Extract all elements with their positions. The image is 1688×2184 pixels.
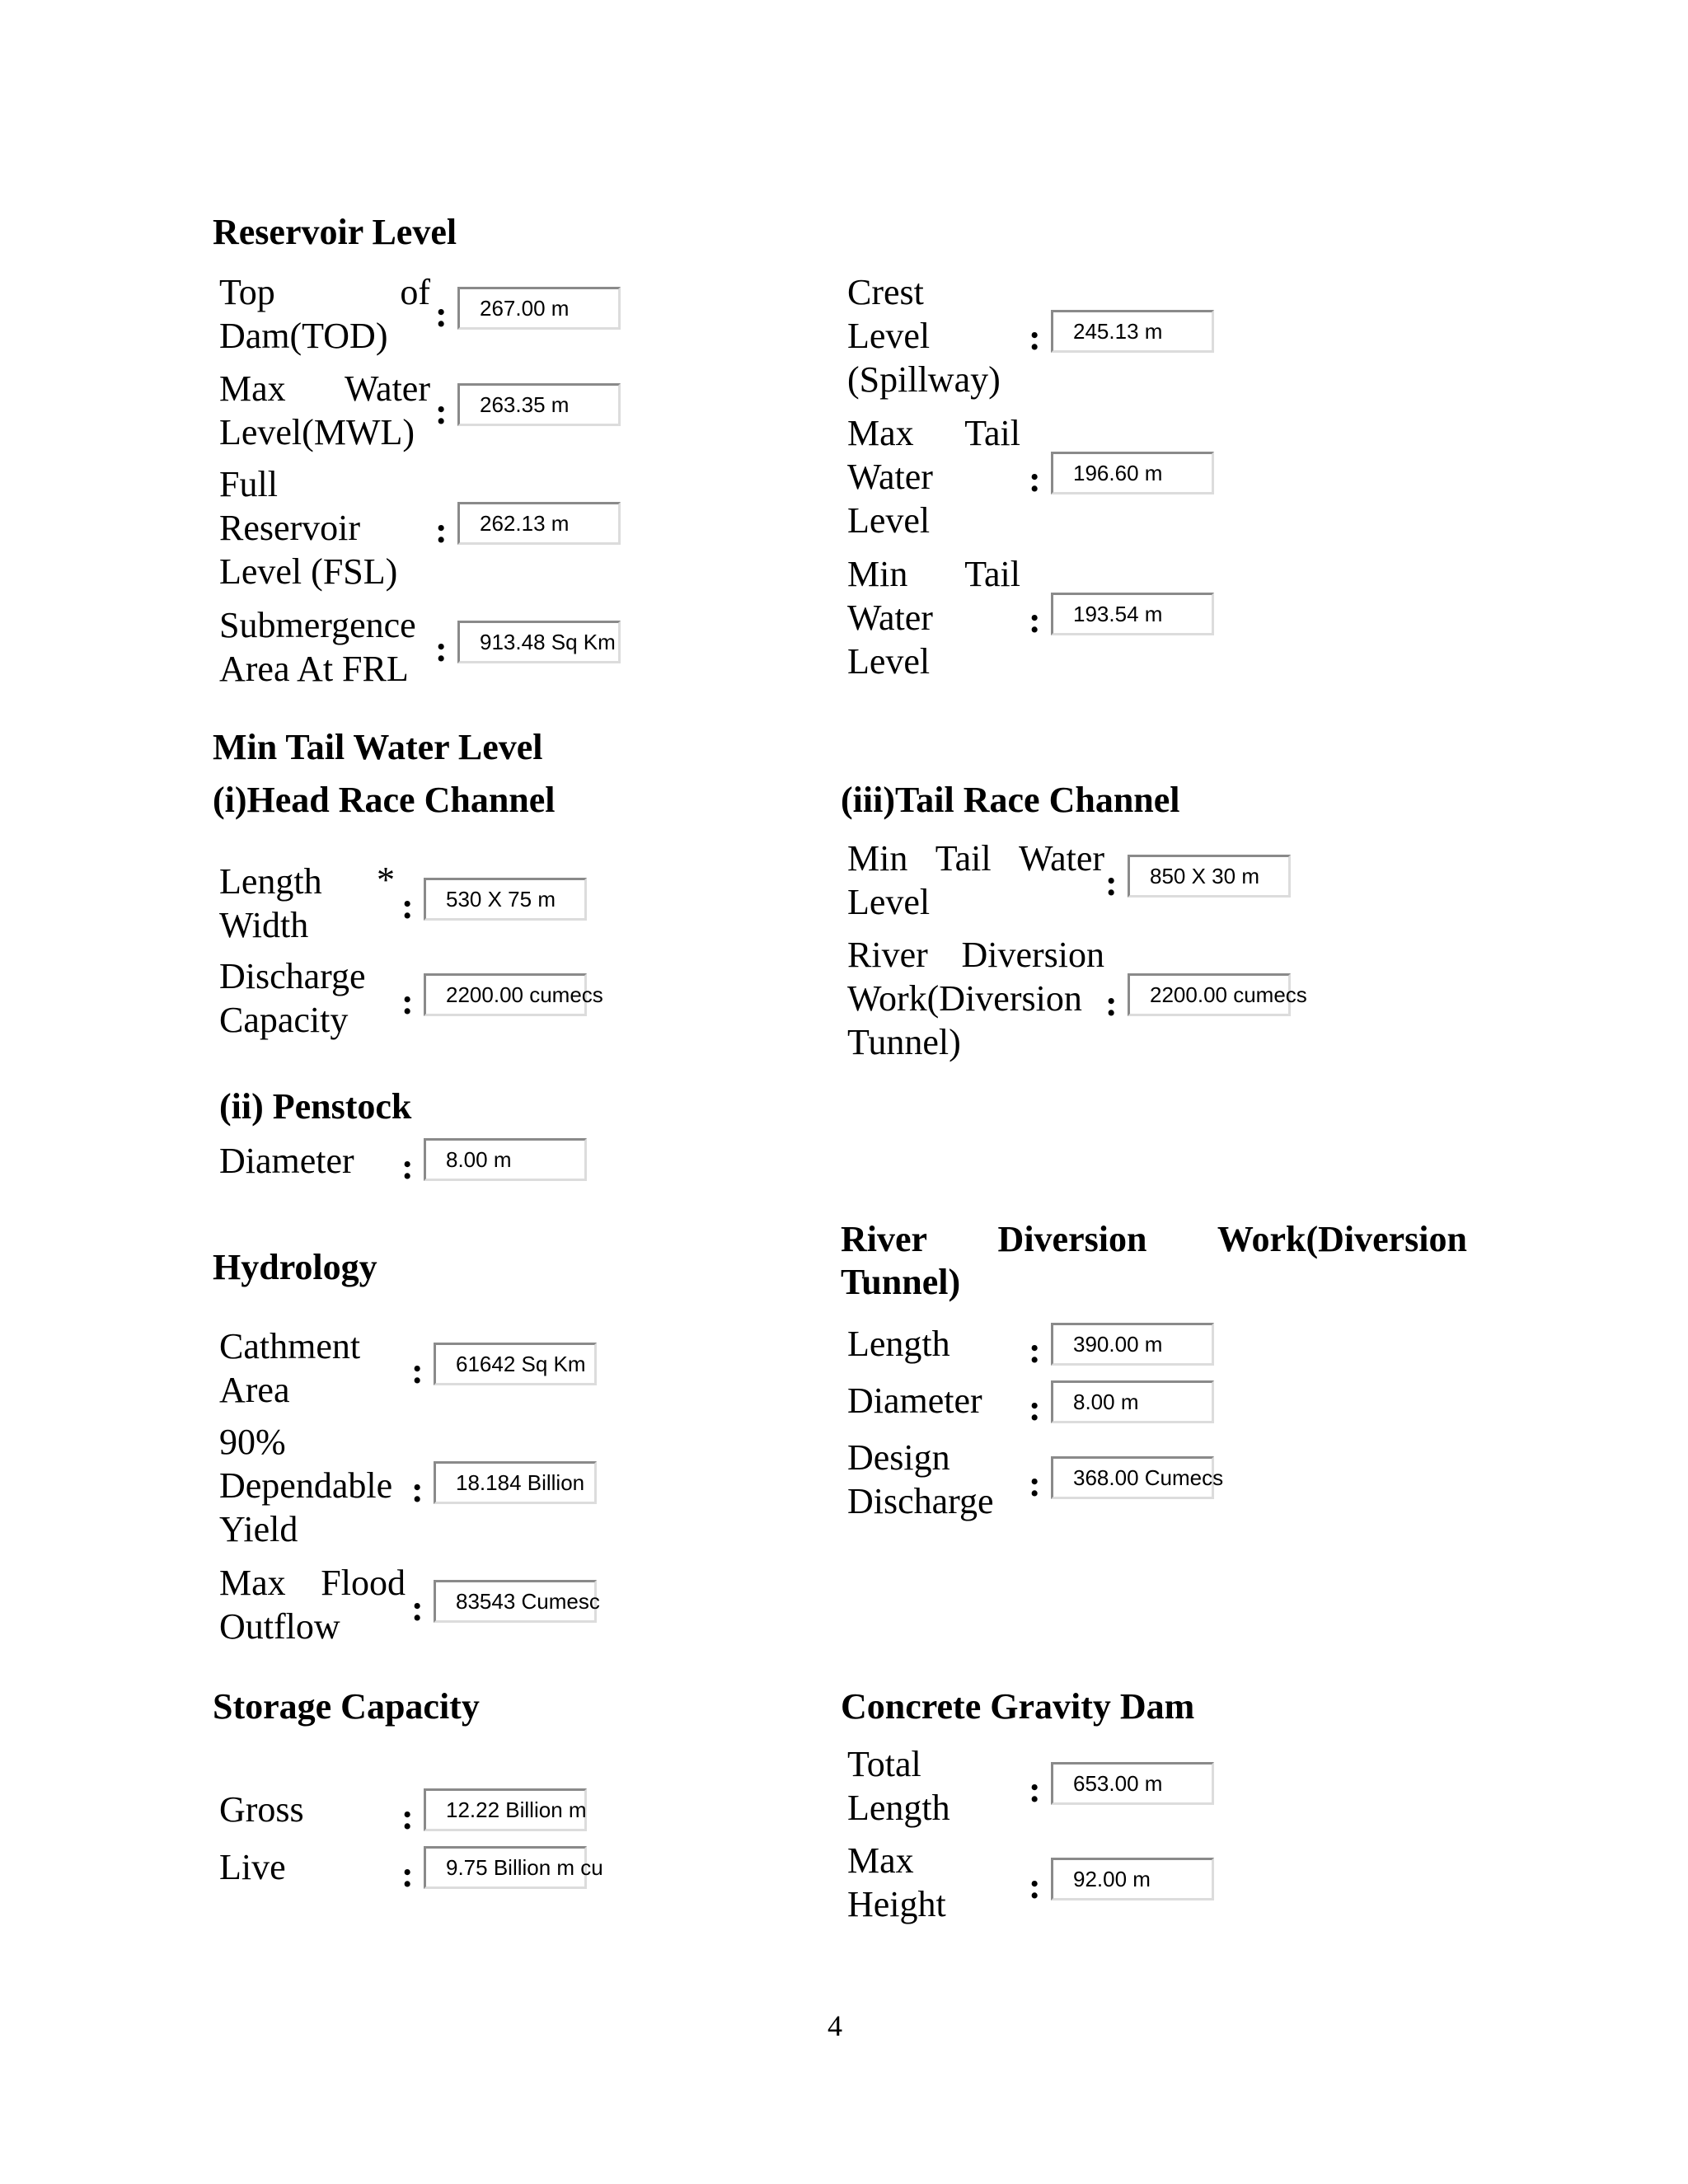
- label-line: Max Tail: [847, 413, 1020, 453]
- tail-min-tail-water-level-field[interactable]: 850 X 30 m: [1128, 855, 1291, 898]
- section-heading-min-tail-water-level: Min Tail Water Level: [213, 727, 543, 767]
- label-line: Length: [219, 861, 322, 902]
- colon: :: [1105, 983, 1118, 1024]
- submergence-area-field[interactable]: 913.48 Sq Km: [457, 621, 621, 663]
- label-line: Capacity: [219, 1000, 349, 1040]
- label-line: Submergence: [219, 605, 416, 645]
- label-line: Dependable: [219, 1465, 393, 1506]
- label-penstock-diameter: [219, 1139, 392, 1183]
- page-number: 4: [828, 2009, 842, 2042]
- label-line: (Spillway): [847, 359, 1001, 400]
- crest-level-field[interactable]: 245.13 m: [1051, 310, 1214, 353]
- colon: :: [435, 629, 448, 669]
- label-line: Tunnel): [847, 1022, 961, 1062]
- label-submergence-area: [219, 603, 430, 691]
- tunnel-length-field[interactable]: 390.00 m: [1051, 1323, 1214, 1366]
- colon: :: [1029, 1388, 1041, 1428]
- label-line: Water: [847, 598, 933, 638]
- label-line: Area: [219, 1370, 290, 1410]
- label-dependable-yield: [219, 1420, 417, 1551]
- full-reservoir-level-field[interactable]: 262.13 m: [457, 502, 621, 545]
- section-heading-head-race-channel: (i)Head Race Channel: [213, 780, 556, 820]
- label-line: Max Water: [219, 368, 430, 409]
- total-length-field[interactable]: 653.00 m: [1051, 1762, 1214, 1805]
- label-max-height: [847, 1839, 1020, 1926]
- label-line: Length: [847, 1788, 950, 1828]
- section-heading-tail-race-channel: (iii)Tail Race Channel: [841, 780, 1180, 820]
- label-river-diversion-work: [847, 933, 1104, 1064]
- label-live: [219, 1845, 384, 1889]
- colon: :: [1029, 1464, 1041, 1504]
- colon: :: [435, 294, 448, 335]
- label-line: Width: [219, 905, 309, 945]
- label-line: Level: [847, 641, 931, 682]
- colon: :: [1105, 863, 1118, 903]
- label-line: Diameter: [847, 1380, 982, 1421]
- catchment-area-field[interactable]: 61642 Sq Km: [434, 1343, 597, 1385]
- label-line: Min Tail Water: [847, 838, 1104, 879]
- label-line: Cathment: [219, 1326, 361, 1366]
- colon: :: [1029, 1866, 1041, 1906]
- river-diversion-work-field[interactable]: 2200.00 cumecs: [1128, 973, 1291, 1016]
- colon: :: [411, 1351, 424, 1391]
- section-heading-hydrology: Hydrology: [213, 1247, 377, 1287]
- discharge-capacity-field[interactable]: 2200.00 cumecs: [424, 973, 587, 1016]
- colon: :: [401, 886, 414, 926]
- label-line: Live: [219, 1847, 286, 1887]
- label-tunnel-length: [847, 1322, 1020, 1366]
- design-discharge-field[interactable]: 368.00 Cumecs: [1051, 1456, 1214, 1499]
- label-line: Work(Diversion: [847, 978, 1082, 1019]
- label-line: Gross: [219, 1789, 304, 1830]
- label-max-flood-outflow: [219, 1561, 406, 1648]
- label-line: Discharge: [219, 956, 366, 996]
- colon: :: [411, 1588, 424, 1629]
- colon: :: [401, 1797, 414, 1837]
- label-tail-min-tail-water-level: [847, 837, 1104, 924]
- colon: :: [1029, 1769, 1041, 1810]
- label-length-width: [219, 860, 376, 947]
- label-max-tail-water-level: [847, 411, 1020, 542]
- label-design-discharge: [847, 1436, 1020, 1523]
- label-line: River Diversion: [847, 935, 1104, 975]
- max-tail-water-level-field[interactable]: 196.60 m: [1051, 452, 1214, 494]
- max-height-field[interactable]: 92.00 m: [1051, 1858, 1214, 1900]
- section-heading-penstock: (ii) Penstock: [219, 1086, 412, 1127]
- colon: :: [435, 391, 448, 432]
- label-line: Water: [847, 457, 933, 497]
- label-line: Min Tail: [847, 554, 1020, 594]
- max-water-level-field[interactable]: 263.35 m: [457, 383, 621, 426]
- label-line: Level(MWL): [219, 412, 415, 452]
- min-tail-water-level-field[interactable]: 193.54 m: [1051, 593, 1214, 635]
- section-heading-reservoir-level: Reservoir Level: [213, 212, 457, 252]
- colon: :: [1029, 317, 1041, 358]
- colon: :: [411, 1469, 424, 1510]
- label-line: Level: [847, 882, 931, 922]
- label-line: Reservoir: [219, 508, 361, 548]
- required-marker: *: [377, 860, 395, 900]
- penstock-diameter-field[interactable]: 8.00 m: [424, 1138, 587, 1181]
- colon: :: [1029, 459, 1041, 499]
- label-line: Full: [219, 464, 278, 504]
- label-line: Top of: [219, 272, 430, 312]
- colon: :: [401, 1854, 414, 1895]
- section-heading-river-diversion-work: River Diversion Work(Diversion Tunnel): [841, 1219, 1467, 1302]
- dependable-yield-field[interactable]: 18.184 Billion: [434, 1461, 597, 1504]
- label-line: Yield: [219, 1509, 298, 1549]
- label-tunnel-diameter: [847, 1379, 1020, 1422]
- length-width-field[interactable]: 530 X 75 m: [424, 878, 587, 921]
- gross-storage-field[interactable]: 12.22 Billion m: [424, 1788, 587, 1831]
- label-line: Dam(TOD): [219, 316, 388, 356]
- label-full-reservoir-level: [219, 462, 430, 593]
- top-of-dam-field[interactable]: 267.00 m: [457, 287, 621, 330]
- label-line: Crest: [847, 272, 924, 312]
- label-line: Design: [847, 1437, 950, 1478]
- label-line: Level: [847, 500, 931, 541]
- colon: :: [435, 510, 448, 551]
- label-line: Area At FRL: [219, 649, 409, 689]
- label-line: Max Flood: [219, 1563, 406, 1603]
- section-heading-concrete-gravity-dam: Concrete Gravity Dam: [841, 1686, 1195, 1727]
- label-min-tail-water-level: [847, 552, 1020, 683]
- label-line: Total: [847, 1744, 921, 1784]
- label-top-of-dam: [219, 270, 430, 358]
- colon: :: [401, 1146, 414, 1187]
- label-line: Diameter: [219, 1141, 354, 1181]
- live-storage-field[interactable]: 9.75 Billion m cu: [424, 1846, 587, 1889]
- label-catchment-area: [219, 1324, 401, 1412]
- label-line: Max: [847, 1840, 914, 1881]
- tunnel-diameter-field[interactable]: 8.00 m: [1051, 1380, 1214, 1423]
- label-crest-level: [847, 270, 1012, 401]
- max-flood-outflow-field[interactable]: 83543 Cumesc: [434, 1580, 597, 1623]
- label-line: Level: [847, 316, 931, 356]
- label-total-length: [847, 1742, 1020, 1830]
- section-heading-storage-capacity: Storage Capacity: [213, 1686, 480, 1727]
- label-line: Outflow: [219, 1606, 340, 1647]
- colon: :: [1029, 600, 1041, 640]
- label-line: Discharge: [847, 1481, 994, 1521]
- label-gross: [219, 1788, 384, 1831]
- label-line: 90%: [219, 1422, 286, 1462]
- label-line: Level (FSL): [219, 551, 398, 592]
- label-max-water-level: [219, 367, 430, 454]
- colon: :: [1029, 1330, 1041, 1371]
- label-line: Length: [847, 1324, 950, 1364]
- label-discharge-capacity: [219, 954, 384, 1042]
- label-line: Height: [847, 1884, 946, 1924]
- colon: :: [401, 982, 414, 1022]
